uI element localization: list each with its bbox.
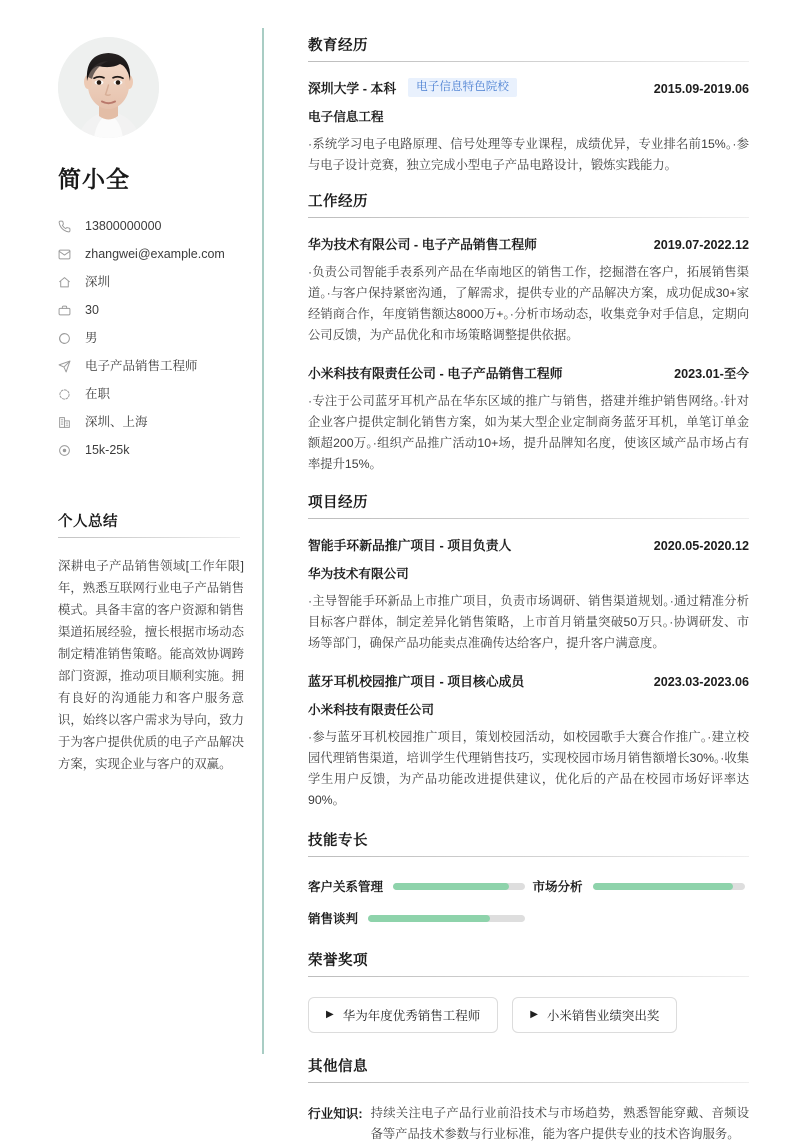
project-entry-row [308, 671, 749, 690]
work-entry-row [308, 234, 749, 253]
other-heading [308, 1055, 749, 1083]
education-desc: ·系统学习电子电路原理、信号处理等专业课程，成绩优异，专业排名前15%。·参与电子设计竞赛，独立完成小型电子产品电路设计，锻炼实践能力。 [308, 137, 749, 173]
sidebar [0, 0, 263, 1070]
projects-title: 项目经历 [308, 495, 368, 512]
section-other [308, 1055, 749, 1145]
work-heading [308, 190, 749, 218]
contact-value-status: 在职 [85, 386, 111, 401]
work-desc: ·专注于公司蓝牙耳机产品在华东区域的推广与销售，搭建并维护销售网络。·针对企业客户提供定制化销售方案，如为某大型企业定制商务蓝牙耳机，单笔订单金额超200万。·组织产品推广活动10+场，提升品牌知名度，使该区域产品市场占有率提升15%。 [308, 394, 749, 472]
envelope-icon [58, 248, 76, 261]
project-desc: ·主导智能手环新品上市推广项目，负责市场调研、销售渠道规划。·通过精准分析目标客户群体，制定差异化销售策略，上市首月销量突破50万只。·协调研发、市场等部门，确保产品功能卖点准确传达给客户，提升客户满意度。 [308, 594, 749, 651]
contact-item-city [58, 268, 241, 296]
work-date: 2023.01-至今 [674, 367, 749, 382]
project-name-role: 智能手环新品推广项目 - 项目负责人 [308, 538, 512, 554]
home-icon [58, 276, 76, 289]
contact-item-phone [58, 212, 241, 240]
education-title: 教育经历 [308, 38, 368, 54]
education-major: 电子信息工程 [308, 110, 384, 125]
summary-rule [58, 537, 240, 538]
other-rule [308, 1082, 749, 1083]
award-item[interactable] [512, 997, 677, 1033]
awards-title: 荣誉奖项 [308, 953, 368, 970]
other-info-row [308, 1087, 749, 1145]
project-entry [308, 523, 749, 654]
education-heading [308, 34, 749, 62]
project-company: 华为技术有限公司 [308, 567, 409, 582]
education-entry [308, 66, 749, 176]
contact-item-salary [58, 436, 241, 464]
portrait-photo-icon [58, 37, 159, 138]
summary-heading [58, 510, 240, 538]
section-work [308, 190, 749, 475]
contact-item-age [58, 296, 241, 324]
summary-text: 深耕电子产品销售领域[工作年限]年，熟悉互联网行业电子产品销售模式。具备丰富的客户资源和销售渠道拓展经验，擅长根据市场动态制定精准销售策略。能高效协调跨部门资源，推动项目顺利实施。拥有良好的沟通能力和客户服务意识，始终以客户需求为导向，致力于为客户提供优质的电子产品解决方案，实现企业与客户的双赢。 [58, 559, 244, 771]
section-projects [308, 491, 749, 811]
work-date: 2019.07-2022.12 [653, 238, 749, 253]
work-entry [308, 222, 749, 346]
play-triangle-icon: ▶ [530, 1009, 538, 1021]
briefcase-icon [58, 304, 76, 317]
education-entry-left [308, 78, 517, 97]
other-info-value: 持续关注电子产品行业前沿技术与市场趋势，熟悉智能穿戴、音频设备等产品技术参数与行业标准，能为客户提供专业的技术咨询服务。 [370, 1106, 749, 1142]
person-name: 简小全 [58, 166, 130, 192]
contact-value-age: 30 [85, 302, 99, 317]
paper-plane-icon [58, 360, 76, 373]
skill-item [308, 909, 529, 927]
contact-value-city: 深圳 [85, 274, 111, 289]
project-date: 2023.03-2023.06 [653, 675, 749, 690]
project-name-role: 蓝牙耳机校园推广项目 - 项目核心成员 [308, 674, 525, 690]
skill-item [308, 877, 529, 895]
avatar [58, 37, 159, 138]
projects-rule [308, 518, 749, 519]
section-awards [308, 949, 749, 1033]
phone-icon [58, 220, 76, 233]
project-company: 小米科技有限责任公司 [308, 703, 434, 718]
main-content [263, 0, 794, 1142]
vertical-divider [262, 28, 264, 1054]
award-label: 小米销售业绩突出奖 [546, 1009, 660, 1024]
education-entry-row [308, 78, 749, 97]
contact-list [58, 212, 241, 464]
section-education [308, 34, 749, 176]
work-desc: ·负责公司智能手表系列产品在华南地区的销售工作，挖掘潜在客户，拓展销售渠道。·与客户保持紧密沟通，了解需求，提供专业的产品解决方案，成功促成30+家经销商合作，年度销售额达8000万+。·分析市场动态，收集竞争对手信息，定期向公司反馈，为产品优化和市场策略调整提供依据。 [308, 265, 749, 343]
education-date: 2015.09-2019.06 [653, 82, 749, 97]
skill-label: 客户关系管理 [308, 880, 384, 895]
skill-label: 销售谈判 [308, 912, 359, 927]
refresh-icon [58, 388, 76, 401]
education-school: 深圳大学 - 本科 [308, 81, 397, 97]
project-entry [308, 654, 749, 811]
section-skills [308, 829, 749, 927]
skill-item [529, 877, 750, 895]
contact-item-gender [58, 324, 241, 352]
other-title: 其他信息 [308, 1059, 368, 1076]
skills-heading [308, 829, 749, 857]
other-info-label: 行业知识: [308, 1107, 363, 1122]
work-entry-row [308, 363, 749, 382]
summary-title: 个人总结 [58, 514, 118, 530]
contact-value-locations: 深圳、上海 [85, 414, 148, 429]
education-rule [308, 61, 749, 62]
contact-value-phone: 13800000000 [85, 218, 162, 233]
award-item[interactable] [308, 997, 498, 1033]
work-entry [308, 346, 749, 475]
contact-value-email: zhangwei@example.com [85, 246, 225, 261]
play-triangle-icon: ▶ [326, 1009, 334, 1021]
skills-list [308, 861, 749, 927]
project-date: 2020.05-2020.12 [653, 539, 749, 554]
building-icon [58, 416, 76, 429]
contact-item-email [58, 240, 241, 268]
projects-heading [308, 491, 749, 519]
awards-list [308, 981, 749, 1033]
work-rule [308, 217, 749, 218]
skill-progress-fill [393, 883, 509, 890]
project-desc: ·参与蓝牙耳机校园推广项目，策划校园活动，如校园歌手大赛合作推广。·建立校园代理销售渠道，培训学生代理销售技巧，实现校园市场月销售额增长30%。·收集学生用户反馈，为产品功能改进提供建议，优化后的产品在校园市场好评率达90%。 [308, 730, 749, 808]
skill-progress-track [593, 883, 745, 890]
contact-value-salary: 15k-25k [85, 442, 130, 457]
work-company-role: 小米科技有限责任公司 - 电子产品销售工程师 [308, 366, 563, 382]
skill-progress-track [393, 883, 524, 890]
target-icon [58, 444, 76, 457]
education-tag: 电子信息特色院校 [408, 78, 517, 97]
skills-rule [308, 856, 749, 857]
project-entry-row [308, 535, 749, 554]
skills-title: 技能专长 [308, 833, 368, 850]
contact-item-status [58, 380, 241, 408]
work-company-role: 华为技术有限公司 - 电子产品销售工程师 [308, 237, 537, 253]
contact-item-position [58, 352, 241, 380]
contact-value-position: 电子产品销售工程师 [85, 358, 198, 373]
awards-heading [308, 949, 749, 977]
gender-icon [58, 332, 76, 345]
skill-label: 市场分析 [532, 880, 583, 895]
skill-progress-fill [593, 883, 733, 890]
contact-value-gender: 男 [85, 330, 98, 345]
skill-progress-track [368, 915, 524, 922]
skill-progress-fill [368, 915, 490, 922]
awards-rule [308, 976, 749, 977]
award-label: 华为年度优秀销售工程师 [342, 1009, 481, 1024]
contact-item-locations [58, 408, 241, 436]
work-title: 工作经历 [308, 194, 368, 211]
